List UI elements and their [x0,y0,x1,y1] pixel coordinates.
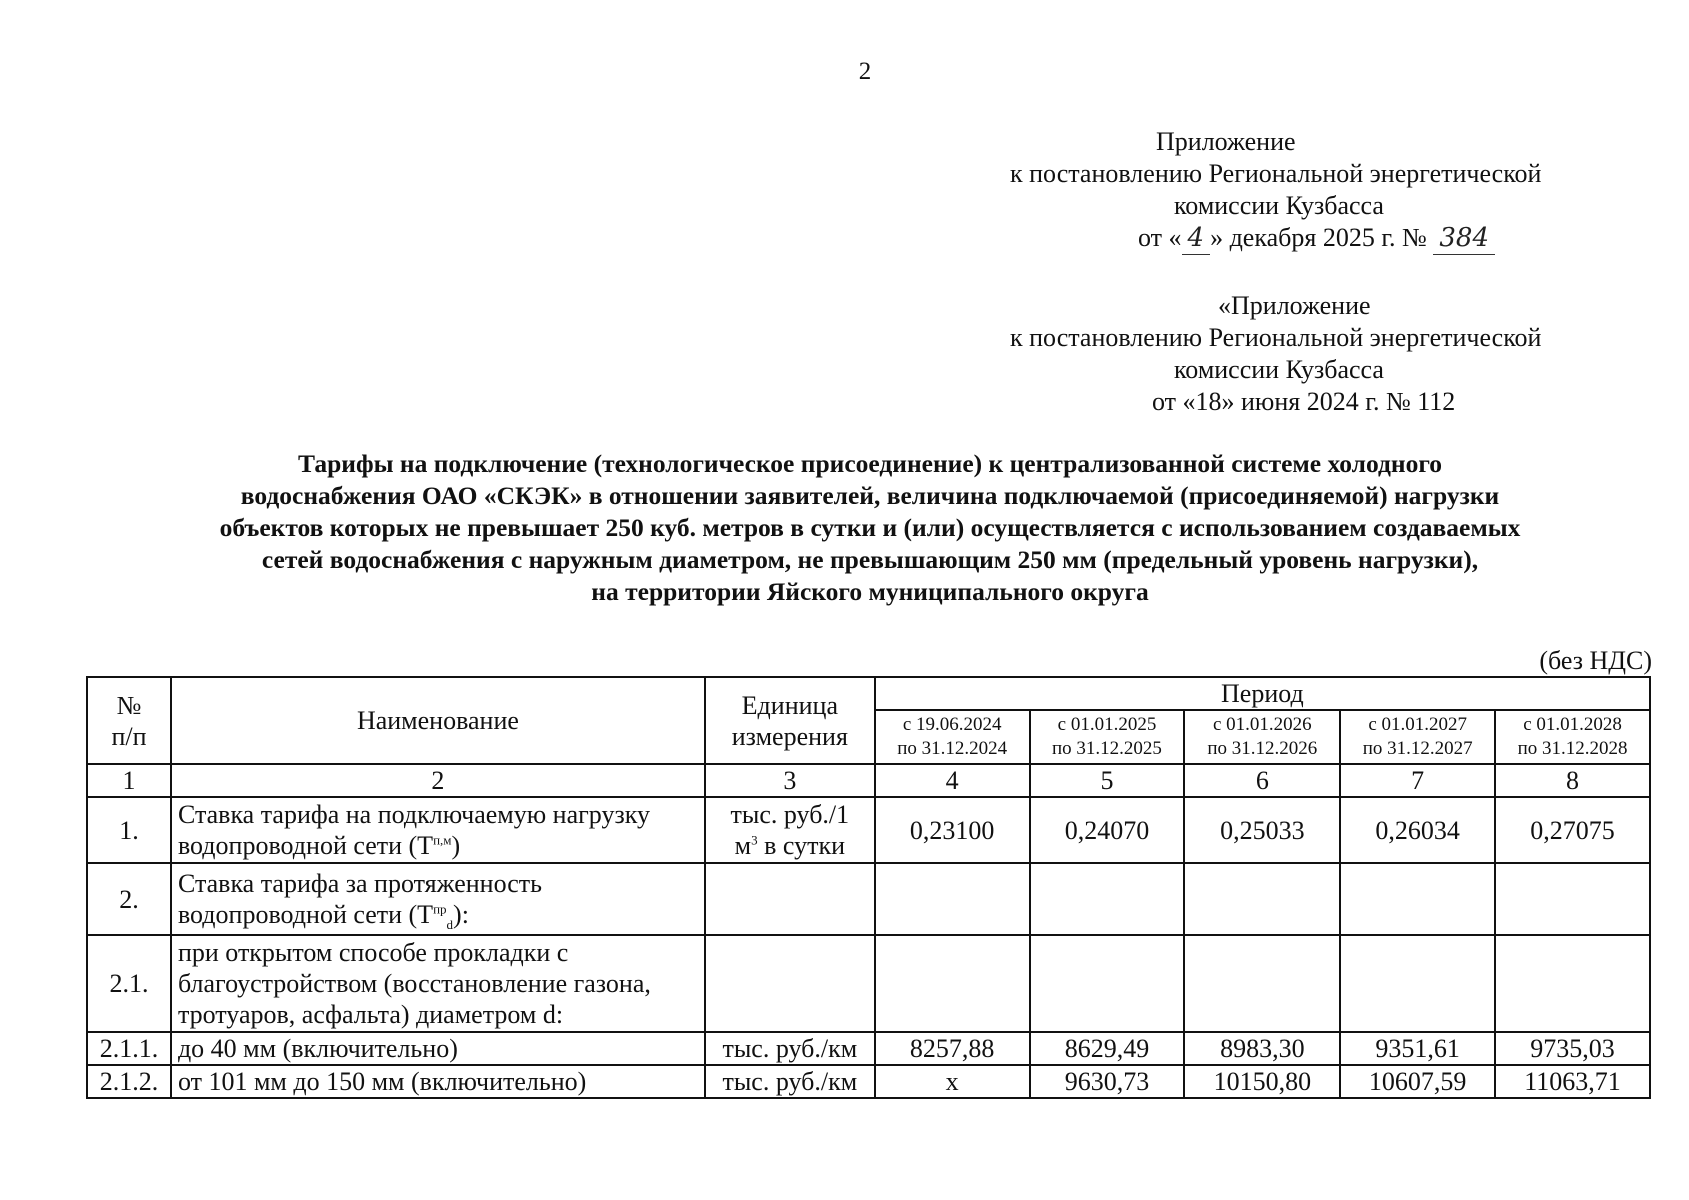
column-number-row [87,764,1650,797]
header-period: Период [875,677,1650,710]
value-cell: 0,26034 [1340,797,1495,863]
document-title [130,448,1610,608]
header-name: Наименование [171,677,705,764]
title-line: сетей водоснабжения с наружным диаметром, не превышающим 250 мм (предельный уровень нагрузки), [261,545,1479,574]
row-number: 2. [87,863,171,935]
date-mid: » декабря 2025 г. № [1210,223,1427,252]
value-cell: 10607,59 [1340,1065,1495,1098]
appendix-commission-line: комиссии Кузбасса [1174,191,1384,220]
table-row [87,863,1650,935]
appendix-label: Приложение [1156,127,1296,156]
header-unit [705,677,875,764]
prev-appendix-date-line: от «18» июня 2024 г. № 112 [1152,387,1456,416]
header-unit-line: Единица [741,690,838,720]
table-row [87,1065,1650,1098]
table-row [87,935,1650,1032]
page-number: 2 [858,58,872,85]
value-cell [875,935,1030,1032]
value-cell: 8983,30 [1184,1032,1340,1065]
value-cell: 10150,80 [1184,1065,1340,1098]
prev-appendix-decree-line: к постановлению Региональной энергетической [1010,323,1542,352]
column-number: 8 [1495,764,1650,797]
value-cell: 8257,88 [875,1032,1030,1065]
column-number: 6 [1184,764,1340,797]
row-unit [705,863,875,935]
period-cell: с 01.01.2026 по 31.12.2026 [1184,710,1340,764]
value-cell: 9735,03 [1495,1032,1650,1065]
value-cell [1340,863,1495,935]
header-row [87,677,1650,710]
column-number: 4 [875,764,1030,797]
appendix-date-line [1010,222,1610,255]
column-number: 1 [87,764,171,797]
value-cell: 0,23100 [875,797,1030,863]
value-cell [1030,935,1185,1032]
prev-appendix-commission-line: комиссии Кузбасса [1174,355,1384,384]
handwritten-day: 4 [1182,222,1211,255]
value-cell: 9630,73 [1030,1065,1185,1098]
period-cell: с 01.01.2027 по 31.12.2027 [1340,710,1495,764]
value-cell: 11063,71 [1495,1065,1650,1098]
row-name: от 101 мм до 150 мм (включительно) [171,1065,705,1098]
row-unit: тыс. руб./км [705,1032,875,1065]
row-unit: тыс. руб./1 $м^3$ в сутки [705,797,875,863]
value-cell: 8629,49 [1030,1032,1185,1065]
value-cell [1340,935,1495,1032]
row-number: 2.1. [87,935,171,1032]
title-line: объектов которых не превышает 250 куб. метров в сутки и (или) осуществляется с использованием создаваемых [219,513,1521,542]
value-cell [1030,863,1185,935]
appendix-decree-line: к постановлению Региональной энергетической [1010,159,1542,188]
value-cell [875,863,1030,935]
title-line: на территории Яйского муниципального округа [591,577,1149,606]
period-cell: с 01.01.2025 по 31.12.2025 [1030,710,1185,764]
column-number: 5 [1030,764,1185,797]
value-cell [1495,935,1650,1032]
row-unit [705,935,875,1032]
value-cell: 0,27075 [1495,797,1650,863]
row-number: 1. [87,797,171,863]
table-row [87,797,1650,863]
handwritten-number: 384 [1433,222,1495,255]
date-prefix: от « [1138,223,1182,252]
column-number: 2 [171,764,705,797]
tariff-table [86,676,1651,1099]
title-line: водоснабжения ОАО «СКЭК» в отношении заявителей, величина подключаемой (присоединяемой) нагрузки [240,481,1500,510]
row-number: 2.1.1. [87,1032,171,1065]
vat-note: (без НДС) [1539,646,1652,675]
header-num [87,677,171,764]
row-name: Ставка тарифа за протяженность водопроводной сети $(Т^{пр}_d)$: [171,863,705,935]
header-num-line: п/п [111,721,147,751]
title-line: Тарифы на подключение (технологическое присоединение) к централизованной системе холодного [297,449,1443,478]
period-cell: с 01.01.2028 по 31.12.2028 [1495,710,1650,764]
value-cell: х [875,1065,1030,1098]
row-name: при открытом способе прокладки с благоустройством (восстановление газона, тротуаров, асфальта) диаметром d: [171,935,705,1032]
column-number: 7 [1340,764,1495,797]
column-number: 3 [705,764,875,797]
row-number: 2.1.2. [87,1065,171,1098]
value-cell: 0,24070 [1030,797,1185,863]
value-cell [1184,863,1340,935]
value-cell [1495,863,1650,935]
period-cell: с 19.06.2024 по 31.12.2024 [875,710,1030,764]
appendix-current [1010,126,1610,255]
header-unit-line: измерения [731,721,848,751]
value-cell [1184,935,1340,1032]
row-name: до 40 мм (включительно) [171,1032,705,1065]
table-row [87,1032,1650,1065]
value-cell: 9351,61 [1340,1032,1495,1065]
row-name: Ставка тарифа на подключаемую нагрузку водопроводной сети $(Т^{п,м})$ [171,797,705,863]
appendix-previous [1010,290,1610,418]
prev-appendix-label: «Приложение [1218,291,1371,320]
header-num-line: № [116,690,142,720]
row-unit: тыс. руб./км [705,1065,875,1098]
value-cell: 0,25033 [1184,797,1340,863]
